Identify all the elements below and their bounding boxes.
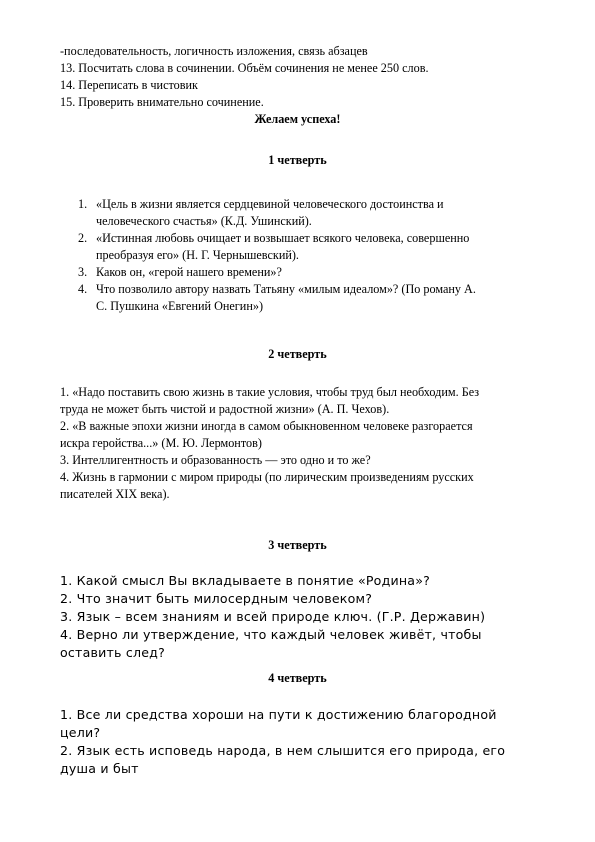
paragraph-line: 2. Что значит быть милосердным человеком? (60, 591, 373, 606)
intro-line: 14. Переписать в чистовик (60, 78, 198, 92)
paragraph-line: писателей XIX века). (60, 487, 170, 501)
paragraph-line: 4. Жизнь в гармонии с миром природы (по лирическим произведениям русских (60, 470, 474, 484)
list-item-text: человеческого счастья» (К.Д. Ушинский). (96, 214, 312, 228)
list-number: 3. (78, 265, 88, 279)
section-title-q1: 1 четверть (268, 153, 327, 167)
paragraph-line: оставить след? (60, 645, 165, 660)
paragraph-line: 1. «Надо поставить свою жизнь в такие условия, чтобы труд был необходим. Без (60, 385, 480, 399)
paragraph-line: 4. Верно ли утверждение, что каждый человек живёт, чтобы (60, 627, 482, 642)
list-number: 2. (78, 231, 88, 245)
paragraph-line: 1. Все ли средства хороши на пути к достижению благородной (60, 707, 497, 722)
list-number: 1. (78, 197, 88, 211)
section-title-q4: 4 четверть (268, 671, 327, 685)
paragraph-line: 1. Какой смысл Вы вкладываете в понятие «Родина»? (60, 573, 431, 588)
paragraph-line: труда не может быть чистой и радостной жизни» (А. П. Чехов). (60, 402, 390, 416)
wish-heading: Желаем успеха! (254, 112, 341, 126)
list-item-text: Каков он, «герой нашего времени»? (96, 265, 282, 279)
section-title-q2: 2 четверть (268, 347, 327, 361)
list-item-text: «Цель в жизни является сердцевиной человеческого достоинства и (96, 197, 444, 211)
paragraph-line: душа и быт (60, 761, 139, 776)
paragraph-line: искра геройства...» (М. Ю. Лермонтов) (60, 436, 262, 450)
list-number: 4. (78, 282, 88, 296)
list-item-text: Что позволило автору назвать Татьяну «милым идеалом»? (По роману А. (96, 282, 476, 296)
paragraph-line: 3. Язык – всем знаниям и всей природе ключ. (Г.Р. Державин) (60, 609, 486, 624)
intro-line: -последовательность, логичность изложения, связь абзацев (60, 44, 368, 58)
paragraph-line: цели? (60, 725, 101, 740)
intro-line: 13. Посчитать слова в сочинении. Объём сочинения не менее 250 слов. (60, 61, 429, 75)
intro-line: 15. Проверить внимательно сочинение. (60, 95, 264, 109)
paragraph-line: 3. Интеллигентность и образованность — это одно и то же? (60, 453, 371, 467)
list-item-text: преобразуя его» (Н. Г. Чернышевский). (96, 248, 299, 262)
list-item-text: «Истинная любовь очищает и возвышает всякого человека, совершенно (96, 231, 470, 245)
section-title-q3: 3 четверть (268, 538, 327, 552)
list-item-text: С. Пушкина «Евгений Онегин») (96, 299, 264, 313)
paragraph-line: 2. «В важные эпохи жизни иногда в самом обыкновенном человеке разгорается (60, 419, 473, 433)
paragraph-line: 2. Язык есть исповедь народа, в нем слышится его природа, его (60, 743, 506, 758)
